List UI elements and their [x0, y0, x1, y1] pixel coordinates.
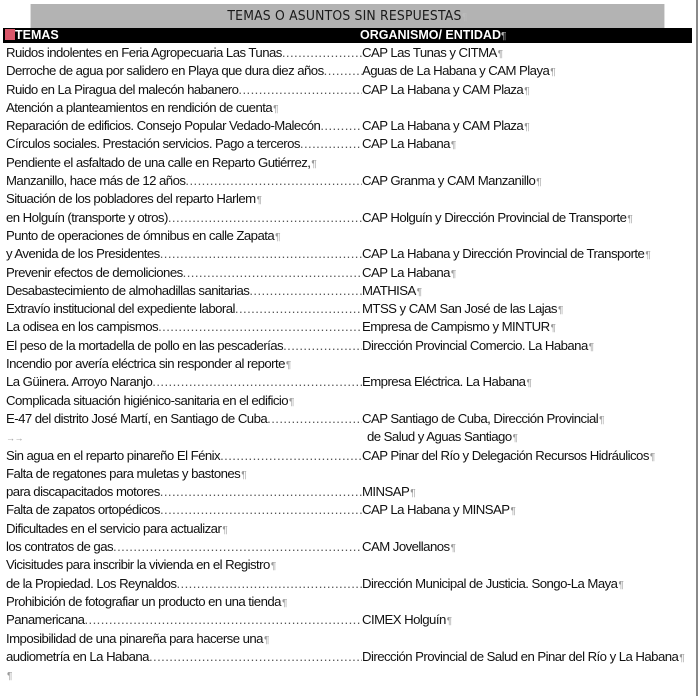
organism-label: de Salud y Aguas Santiago — [367, 429, 512, 445]
pilcrow-mark: ¶ — [557, 305, 563, 317]
organism-label: MINSAP — [362, 484, 410, 500]
topic-label: Extravío institucional del expediente laboral — [6, 301, 235, 317]
topic-label: Dificultades en el servicio para actualizar — [6, 520, 222, 536]
organism-label: Dirección Municipal de Justicia. Songo-La Maya — [362, 575, 618, 591]
organism-label: CAP Santiago de Cuba, Dirección Provincial — [362, 410, 599, 426]
organism-text — [362, 501, 515, 521]
topic-text — [6, 300, 362, 318]
organism-text — [362, 447, 655, 467]
organism-label: Dirección Provincial Comercio. La Habana — [362, 337, 588, 353]
pilcrow-mark: ¶ — [524, 122, 530, 134]
table-title — [31, 4, 665, 28]
topic-label: Situación de los pobladores del reparto Harlem — [6, 191, 256, 207]
organism-label: CIMEX Holguín — [362, 612, 446, 628]
organism-text — [362, 337, 594, 357]
pilcrow-mark: ¶ — [446, 616, 452, 628]
list-item — [6, 264, 696, 282]
pilcrow-mark: ¶ — [7, 671, 12, 683]
topic-label: Prohibición de fotografiar un producto en una tienda — [6, 593, 281, 609]
topic-text — [6, 593, 362, 613]
list-item — [6, 465, 696, 483]
list-item — [6, 630, 696, 648]
topic-label: Falta de zapatos ortopédicos — [6, 502, 160, 518]
header-organismo — [360, 28, 506, 44]
pilcrow-mark: ¶ — [599, 414, 604, 426]
list-item — [6, 81, 696, 99]
topic-label: y Avenida de los Presidentes — [6, 246, 160, 262]
topic-text — [6, 355, 362, 375]
pilcrow-mark: ¶ — [649, 451, 655, 463]
list-item — [6, 648, 696, 666]
list-item — [6, 556, 696, 574]
list-item — [6, 245, 696, 263]
list-item — [6, 355, 696, 373]
organism-label: CAP La Habana y MINSAP — [362, 502, 510, 518]
list-item — [6, 190, 696, 208]
list-item — [6, 428, 696, 446]
pilcrow-mark: ¶ — [497, 49, 503, 60]
pilcrow-mark: ¶ — [618, 579, 624, 591]
topic-label: en Holguín (transporte y otros) — [6, 209, 168, 225]
topic-text — [6, 117, 362, 135]
topic-text — [6, 135, 362, 153]
list-item — [6, 538, 696, 556]
topic-label: Falta de regatones para muletas y bastones — [6, 465, 241, 481]
organism-label: CAP Las Tunas y CITMA — [362, 45, 497, 60]
organism-text — [362, 44, 503, 64]
list-item — [6, 172, 696, 190]
list-item — [6, 227, 696, 245]
organism-text — [362, 62, 555, 82]
pilcrow-mark: ¶ — [281, 597, 287, 609]
pilcrow-mark: ¶ — [450, 543, 456, 555]
pilcrow-mark: ¶ — [289, 396, 294, 408]
pilcrow-mark: ¶ — [241, 469, 247, 481]
pilcrow-mark: ¶ — [416, 286, 422, 298]
organism-text — [362, 117, 529, 137]
topic-text — [6, 227, 362, 247]
organism-text — [362, 81, 529, 101]
topic-label: Reparación de edificios. Consejo Popular Vedado-Malecón — [6, 118, 321, 134]
topic-label: Atención a planteamientos en rendición de cuenta — [6, 99, 273, 115]
organism-text — [362, 483, 415, 503]
organism-label: Aguas de La Habana y CAM Playa — [362, 63, 550, 79]
organism-label: CAP La Habana — [362, 136, 450, 152]
organism-text — [362, 318, 555, 338]
organism-label: CAP La Habana y Dirección Provincial de Transporte — [362, 246, 645, 262]
organism-label: CAM Jovellanos — [362, 539, 450, 555]
pilcrow-mark: ¶ — [270, 561, 276, 573]
organism-text — [362, 172, 541, 192]
list-item — [6, 318, 696, 336]
topic-label: de la Propiedad. Los Reynaldos — [6, 575, 177, 591]
pilcrow-mark: ¶ — [526, 378, 532, 390]
topic-label: Incendio por avería eléctrica sin responder al reporte — [6, 356, 285, 372]
list-item — [6, 666, 696, 684]
topic-text — [6, 392, 362, 412]
organism-label: CAP La Habana y CAM Plaza — [362, 81, 524, 97]
topic-label: Vicisitudes para inscribir la vivienda en el Registro — [6, 557, 270, 573]
topic-text — [6, 520, 362, 540]
pilcrow-mark: ¶ — [550, 67, 556, 79]
pilcrow-mark: ¶ — [263, 634, 269, 646]
list-item — [6, 99, 696, 117]
topic-text — [6, 611, 362, 629]
topic-label: Prevenir efectos de demoliciones — [6, 264, 183, 280]
organism-text — [362, 264, 456, 284]
organism-text — [367, 428, 517, 448]
topic-label: La odisea en los campismos — [6, 319, 159, 335]
list-item — [6, 483, 696, 501]
topic-text — [6, 666, 362, 686]
topic-text — [6, 190, 362, 210]
organism-text — [362, 135, 456, 155]
topic-text — [6, 410, 362, 428]
list-item — [6, 392, 696, 410]
organism-label: Empresa Eléctrica. La Habana — [362, 374, 526, 390]
topic-text — [6, 447, 362, 465]
topic-text — [6, 264, 362, 282]
cell-marker-icon — [5, 29, 15, 40]
pilcrow-mark: ¶ — [550, 323, 556, 335]
topic-text — [6, 538, 362, 556]
pilcrow-mark: ¶ — [273, 103, 278, 115]
topic-text — [6, 428, 362, 447]
pilcrow-mark: ¶ — [256, 195, 262, 207]
list-item — [6, 337, 696, 355]
pilcrow-mark: ¶ — [450, 268, 456, 280]
pilcrow-mark: ¶ — [512, 433, 518, 445]
topic-text — [6, 245, 362, 263]
organism-label: CAP Granma y CAM Manzanillo — [362, 173, 536, 189]
pilcrow-mark: ¶ — [645, 250, 651, 262]
topic-label: Sin agua en el reparto pinareño El Fénix — [6, 447, 221, 463]
pilcrow-mark: ¶ — [679, 652, 685, 664]
organism-label: CAP Pinar del Río y Delegación Recursos Hidráulicos — [362, 447, 649, 463]
topic-label: Punto de operaciones de ómnibus en calle Zapata — [6, 227, 275, 243]
topics-list — [6, 44, 696, 684]
topic-label: Derroche de agua por salidero en Playa que dura diez años — [6, 63, 324, 79]
organism-text — [362, 300, 563, 320]
pilcrow-mark: ¶ — [222, 524, 228, 536]
pilcrow-mark: ¶ — [275, 231, 280, 243]
organism-text — [362, 410, 604, 430]
table-title-text: TEMAS O ASUNTOS SIN RESPUESTAS — [227, 8, 462, 24]
list-item — [6, 520, 696, 538]
topic-label: Manzanillo, hace más de 12 años — [6, 173, 186, 189]
header-temas-label: TEMAS — [15, 28, 59, 42]
pilcrow-mark: ¶ — [524, 85, 530, 97]
pilcrow-mark: ¶ — [510, 506, 516, 518]
organism-label: MATHISA — [362, 282, 416, 298]
pilcrow-mark: ¶ — [311, 158, 317, 170]
organism-label: CAP Holguín y Dirección Provincial de Transporte — [362, 209, 627, 225]
topic-text — [6, 99, 362, 119]
topic-text — [6, 172, 362, 190]
list-item — [6, 135, 696, 153]
topic-text — [6, 154, 362, 174]
pilcrow-mark: ¶ — [450, 140, 456, 152]
pilcrow-mark: ¶ — [410, 488, 416, 500]
topic-text — [6, 318, 362, 336]
topic-text — [6, 373, 362, 391]
topic-text — [6, 209, 362, 227]
topic-text — [6, 337, 362, 355]
topic-label: El peso de la mortadella de pollo en las pescaderías — [6, 337, 284, 353]
header-temas — [5, 28, 59, 43]
topic-label: Ruido en La Piragua del malecón habanero — [6, 81, 239, 97]
list-item — [6, 154, 696, 172]
table-header-row — [3, 28, 692, 43]
list-item — [6, 447, 696, 465]
list-item — [6, 501, 696, 519]
list-item — [6, 209, 696, 227]
list-item — [6, 410, 696, 428]
pilcrow-mark: ¶ — [461, 12, 468, 23]
list-item — [6, 282, 696, 300]
organism-label: Dirección Provincial de Salud en Pinar del Río y La Habana — [362, 648, 679, 664]
pilcrow-mark: ¶ — [536, 177, 542, 189]
topic-text — [6, 81, 362, 99]
topic-text — [6, 575, 362, 593]
list-item — [6, 575, 696, 593]
list-item — [6, 593, 696, 611]
topic-text — [6, 44, 362, 62]
organism-text — [362, 575, 623, 595]
list-item — [6, 62, 696, 80]
list-item — [6, 44, 696, 62]
organism-text — [362, 373, 531, 393]
topic-text — [6, 483, 362, 501]
topic-label: Imposibilidad de una pinareña para hacerse una — [6, 630, 263, 646]
organism-text — [362, 245, 650, 265]
topic-label: los contratos de gas — [6, 539, 114, 555]
topic-label: Desabastecimiento de almohadillas sanitarias — [6, 282, 250, 298]
page-right-border — [696, 0, 698, 696]
organism-label: MTSS y CAM San José de las Lajas — [362, 301, 557, 317]
organism-text — [362, 648, 684, 668]
topic-text — [6, 630, 362, 650]
topic-text — [6, 465, 362, 485]
topic-text — [6, 501, 362, 519]
list-item — [6, 117, 696, 135]
topic-label: Panamericana — [6, 612, 85, 628]
topic-label: audiometría en La Habana — [6, 648, 149, 664]
pilcrow-mark: ¶ — [500, 31, 507, 42]
topic-label: Complicada situación higiénico-sanitaria en el edificio — [6, 392, 289, 408]
organism-text — [362, 611, 452, 631]
organism-text — [362, 538, 455, 558]
topic-label: Ruidos indolentes en Feria Agropecuaria Las Tunas — [6, 45, 282, 60]
topic-label: para discapacitados motores — [6, 484, 160, 500]
topic-label: La Güinera. Arroyo Naranjo — [6, 374, 153, 390]
topic-text — [6, 282, 362, 300]
topic-text — [6, 556, 362, 576]
organism-label: CAP La Habana y CAM Plaza — [362, 118, 524, 134]
pilcrow-mark: ¶ — [285, 360, 291, 372]
topic-label: →→ — [6, 433, 23, 444]
header-organismo-label: ORGANISMO/ ENTIDAD — [360, 28, 501, 42]
organism-label: CAP La Habana — [362, 264, 450, 280]
topic-label: E-47 del distrito José Martí, en Santiago de Cuba — [6, 410, 268, 426]
topic-label: Pendiente el asfaltado de una calle en Reparto Gutiérrez, — [6, 154, 311, 170]
organism-label: Empresa de Campismo y MINTUR — [362, 319, 550, 335]
pilcrow-mark: ¶ — [588, 341, 594, 353]
topic-label: Círculos sociales. Prestación servicios. Pago a terceros — [6, 136, 300, 152]
pilcrow-mark: ¶ — [627, 213, 633, 225]
topic-text — [6, 62, 362, 80]
topic-text — [6, 648, 362, 666]
list-item — [6, 373, 696, 391]
organism-text — [362, 209, 632, 229]
organism-text — [362, 282, 422, 302]
list-item — [6, 611, 696, 629]
list-item — [6, 300, 696, 318]
